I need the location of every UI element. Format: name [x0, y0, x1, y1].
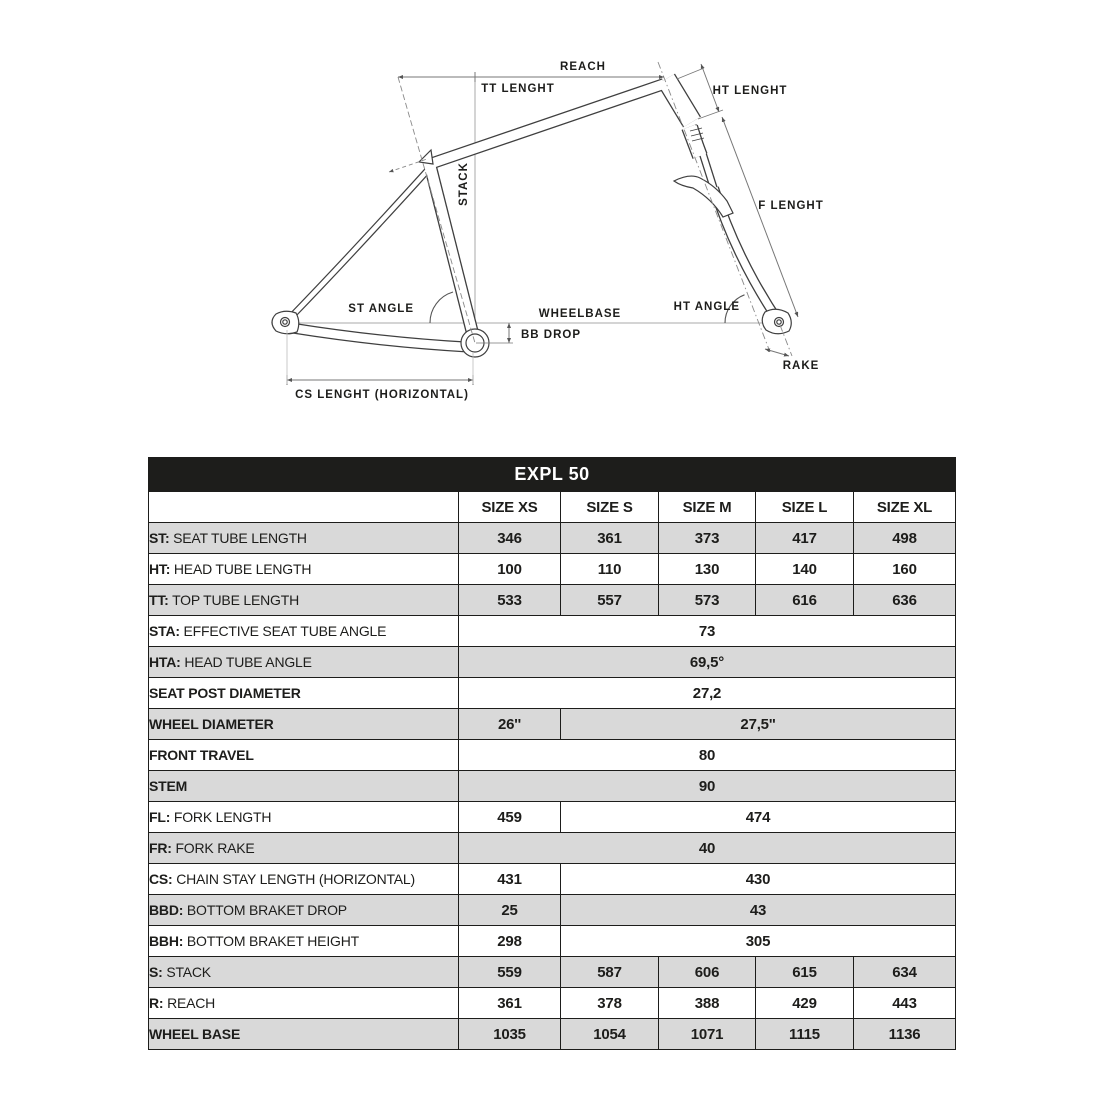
row-label-cell: WHEEL BASE	[149, 1019, 459, 1050]
label-f-lenght: F LENGHT	[758, 200, 824, 212]
merged-value-cell: 474	[561, 802, 956, 833]
value-cell: 100	[459, 554, 561, 585]
value-cell: 361	[459, 988, 561, 1019]
row-label-cell: WHEEL DIAMETER	[149, 709, 459, 740]
value-cell: 140	[756, 554, 854, 585]
row-label-cell: STA: EFFECTIVE SEAT TUBE ANGLE	[149, 616, 459, 647]
value-cell: 498	[854, 523, 956, 554]
value-cell: 25	[459, 895, 561, 926]
label-bb-drop: BB DROP	[521, 329, 582, 341]
row-label-cell: HTA: HEAD TUBE ANGLE	[149, 647, 459, 678]
fork-arch	[674, 176, 733, 217]
value-cell: 1035	[459, 1019, 561, 1050]
value-cell: 429	[756, 988, 854, 1019]
row-label-cell: FRONT TRAVEL	[149, 740, 459, 771]
merged-value-cell: 69,5°	[459, 647, 956, 678]
table-row	[149, 926, 956, 957]
label-tt-lenght: TT LENGHT	[481, 83, 555, 95]
table-row	[149, 709, 956, 740]
st-angle-arc	[430, 292, 453, 323]
row-label-cell: BBH: BOTTOM BRAKET HEIGHT	[149, 926, 459, 957]
merged-value-cell: 40	[459, 833, 956, 864]
merged-value-cell: 73	[459, 616, 956, 647]
table-row	[149, 647, 956, 678]
label-ht-angle: HT ANGLE	[673, 301, 740, 313]
col-header-size-m: SIZE M	[659, 492, 756, 523]
table-row	[149, 802, 956, 833]
label-st-angle: ST ANGLE	[348, 303, 414, 315]
merged-value-cell: 90	[459, 771, 956, 802]
value-cell: 636	[854, 585, 956, 616]
value-cell: 634	[854, 957, 956, 988]
table-row	[149, 678, 956, 709]
merged-value-cell: 27,5''	[561, 709, 956, 740]
value-cell: 606	[659, 957, 756, 988]
bike-geometry-diagram	[0, 0, 1100, 452]
row-label-cell: ST: SEAT TUBE LENGTH	[149, 523, 459, 554]
label-reach: REACH	[560, 61, 606, 73]
col-header-size-s: SIZE S	[561, 492, 659, 523]
table-row	[149, 1019, 956, 1050]
value-cell: 616	[756, 585, 854, 616]
label-ht-lenght: HT LENGHT	[712, 85, 788, 97]
table-row	[149, 833, 956, 864]
row-label-cell: BBD: BOTTOM BRAKET DROP	[149, 895, 459, 926]
table-row	[149, 957, 956, 988]
col-header-size-xl: SIZE XL	[854, 492, 956, 523]
row-label-cell: FR: FORK RAKE	[149, 833, 459, 864]
col-header-size-l: SIZE L	[756, 492, 854, 523]
table-row	[149, 523, 956, 554]
row-label-cell: HT: HEAD TUBE LENGTH	[149, 554, 459, 585]
table-row	[149, 988, 956, 1019]
label-rake: RAKE	[782, 360, 820, 372]
table-row	[149, 895, 956, 926]
value-cell: 615	[756, 957, 854, 988]
merged-value-cell: 80	[459, 740, 956, 771]
label-cs-lenght: CS LENGHT (HORIZONTAL)	[295, 389, 469, 401]
value-cell: 373	[659, 523, 756, 554]
table-row	[149, 740, 956, 771]
value-cell: 298	[459, 926, 561, 957]
value-cell: 557	[561, 585, 659, 616]
row-label-cell: TT: TOP TUBE LENGTH	[149, 585, 459, 616]
value-cell: 1115	[756, 1019, 854, 1050]
table-row	[149, 771, 956, 802]
value-cell: 378	[561, 988, 659, 1019]
table-row	[149, 864, 956, 895]
merged-value-cell: 305	[561, 926, 956, 957]
value-cell: 417	[756, 523, 854, 554]
label-stack: STACK	[458, 162, 470, 206]
table-row	[149, 585, 956, 616]
row-label-cell: CS: CHAIN STAY LENGTH (HORIZONTAL)	[149, 864, 459, 895]
col-header-size-xs: SIZE XS	[459, 492, 561, 523]
value-cell: 459	[459, 802, 561, 833]
corner-cell	[149, 492, 459, 523]
value-cell: 388	[659, 988, 756, 1019]
row-label-cell: SEAT POST DIAMETER	[149, 678, 459, 709]
value-cell: 110	[561, 554, 659, 585]
value-cell: 559	[459, 957, 561, 988]
value-cell: 587	[561, 957, 659, 988]
value-cell: 431	[459, 864, 561, 895]
value-cell: 1136	[854, 1019, 956, 1050]
merged-value-cell: 430	[561, 864, 956, 895]
value-cell: 26''	[459, 709, 561, 740]
geometry-table	[148, 457, 956, 1050]
value-cell: 160	[854, 554, 956, 585]
rake-dim	[765, 349, 789, 356]
row-label-cell: STEM	[149, 771, 459, 802]
value-cell: 346	[459, 523, 561, 554]
table-row	[149, 554, 956, 585]
merged-value-cell: 43	[561, 895, 956, 926]
table-row	[149, 616, 956, 647]
value-cell: 533	[459, 585, 561, 616]
table-title-row	[149, 458, 956, 492]
table-title: EXPL 50	[149, 458, 956, 492]
value-cell: 361	[561, 523, 659, 554]
value-cell: 443	[854, 988, 956, 1019]
label-wheelbase: WHEELBASE	[538, 308, 622, 320]
row-label-cell: R: REACH	[149, 988, 459, 1019]
table-header-row	[149, 492, 956, 523]
value-cell: 1054	[561, 1019, 659, 1050]
row-label-cell: FL: FORK LENGTH	[149, 802, 459, 833]
value-cell: 1071	[659, 1019, 756, 1050]
merged-value-cell: 27,2	[459, 678, 956, 709]
row-label-cell: S: STACK	[149, 957, 459, 988]
value-cell: 573	[659, 585, 756, 616]
value-cell: 130	[659, 554, 756, 585]
